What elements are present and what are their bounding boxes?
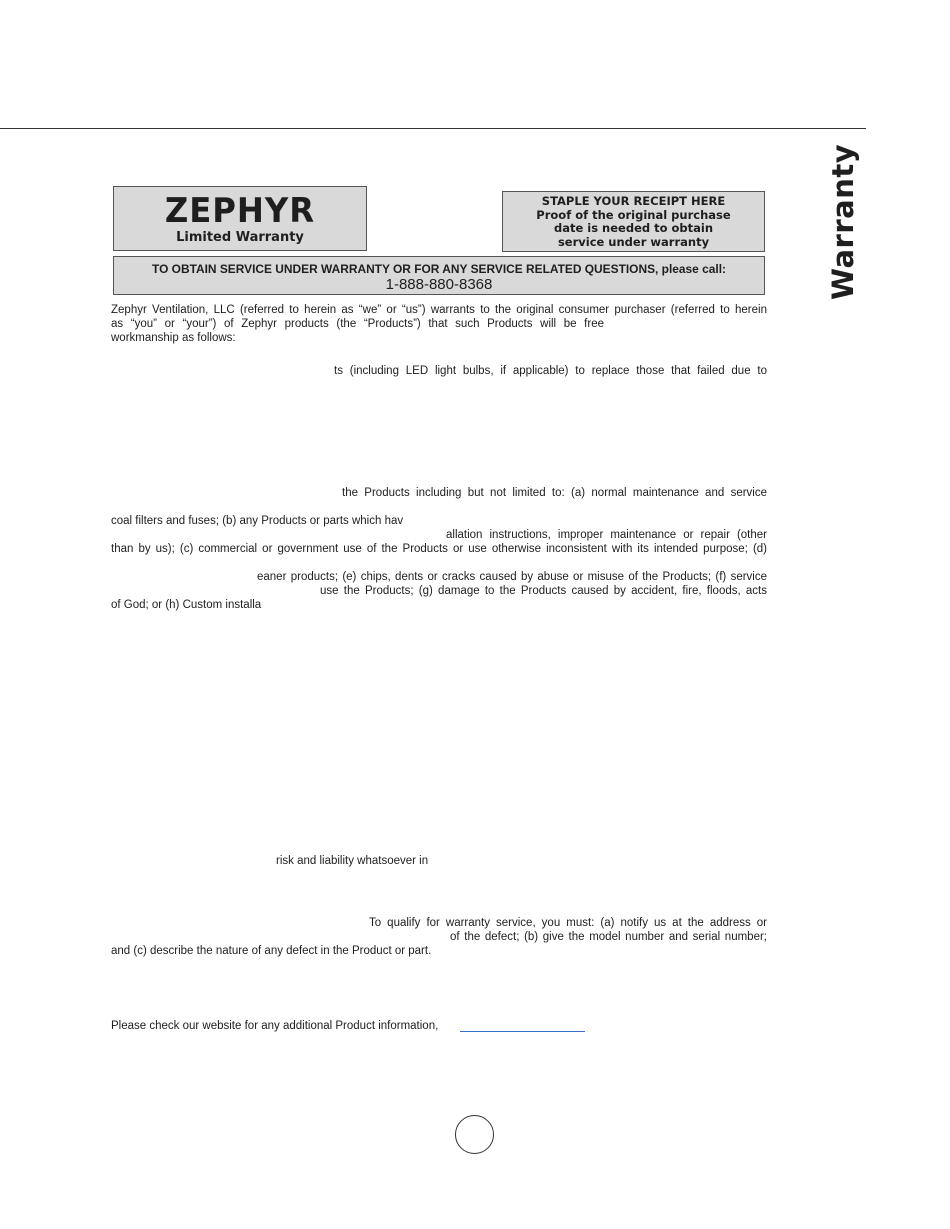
- staple-receipt-box: [502, 191, 765, 252]
- header-rule: [0, 128, 866, 129]
- risk-line-1: risk and liability whatsoever in: [276, 855, 429, 867]
- zephyr-logo: ZEPHYR: [164, 191, 316, 231]
- receipt-line-3: date is needed to obtain: [553, 221, 714, 235]
- exclusions-line-2: coal filters and fuses; (b) any Products or parts which hav: [111, 515, 404, 527]
- zephyr-logo-box: [113, 186, 367, 251]
- receipt-line-1: STAPLE YOUR RECEIPT HERE: [541, 194, 726, 208]
- page-number-circle: [455, 1115, 494, 1154]
- section-title-warranty: Warranty: [826, 143, 860, 300]
- exclusions-line-4: than by us); (c) commercial or government use of the Products or use otherwise inconsistent with its intended purpose; (d): [111, 543, 767, 555]
- intro-line-1: Zephyr Ventilation, LLC (referred to herein as “we” or “us”) warrants to the original consumer purchaser (referred to herein: [111, 304, 767, 316]
- exclusions-line-3: allation instructions, improper maintenance or repair (other: [446, 529, 767, 541]
- website-line: Please check our website for any additional Product information,: [111, 1020, 439, 1032]
- qualify-line-3: and (c) describe the nature of any defect in the Product or part.: [111, 945, 432, 957]
- service-contact-box: [113, 256, 765, 295]
- qualify-line-1: To qualify for warranty service, you must: (a) notify us at the address or: [369, 917, 767, 929]
- logo-subtitle: Limited Warranty: [176, 230, 304, 245]
- parts-line-1: ts (including LED light bulbs, if applicable) to replace those that failed due to: [334, 365, 767, 377]
- intro-line-3: workmanship as follows:: [111, 332, 236, 344]
- exclusions-line-5: eaner products; (e) chips, dents or cracks caused by abuse or misuse of the Products; (f) service: [257, 571, 767, 583]
- website-link[interactable]: [460, 1031, 585, 1032]
- exclusions-line-6: use the Products; (g) damage to the Products caused by accident, fire, floods, acts: [320, 585, 767, 597]
- qualify-line-2: of the defect; (b) give the model number and serial number;: [450, 931, 767, 943]
- intro-line-2: as “you” or “your”) of Zephyr products (the “Products”) that such Products will be free: [111, 318, 604, 330]
- receipt-line-2: Proof of the original purchase: [536, 207, 731, 222]
- receipt-line-4: service under warranty: [557, 234, 710, 249]
- exclusions-line-7: of God; or (h) Custom installa: [111, 599, 262, 611]
- exclusions-line-1: the Products including but not limited to: (a) normal maintenance and service: [342, 487, 767, 499]
- service-phone-number: 1-888-880-8368: [385, 276, 493, 293]
- service-instructions: TO OBTAIN SERVICE UNDER WARRANTY OR FOR ANY SERVICE RELATED QUESTIONS, please call:: [152, 262, 726, 276]
